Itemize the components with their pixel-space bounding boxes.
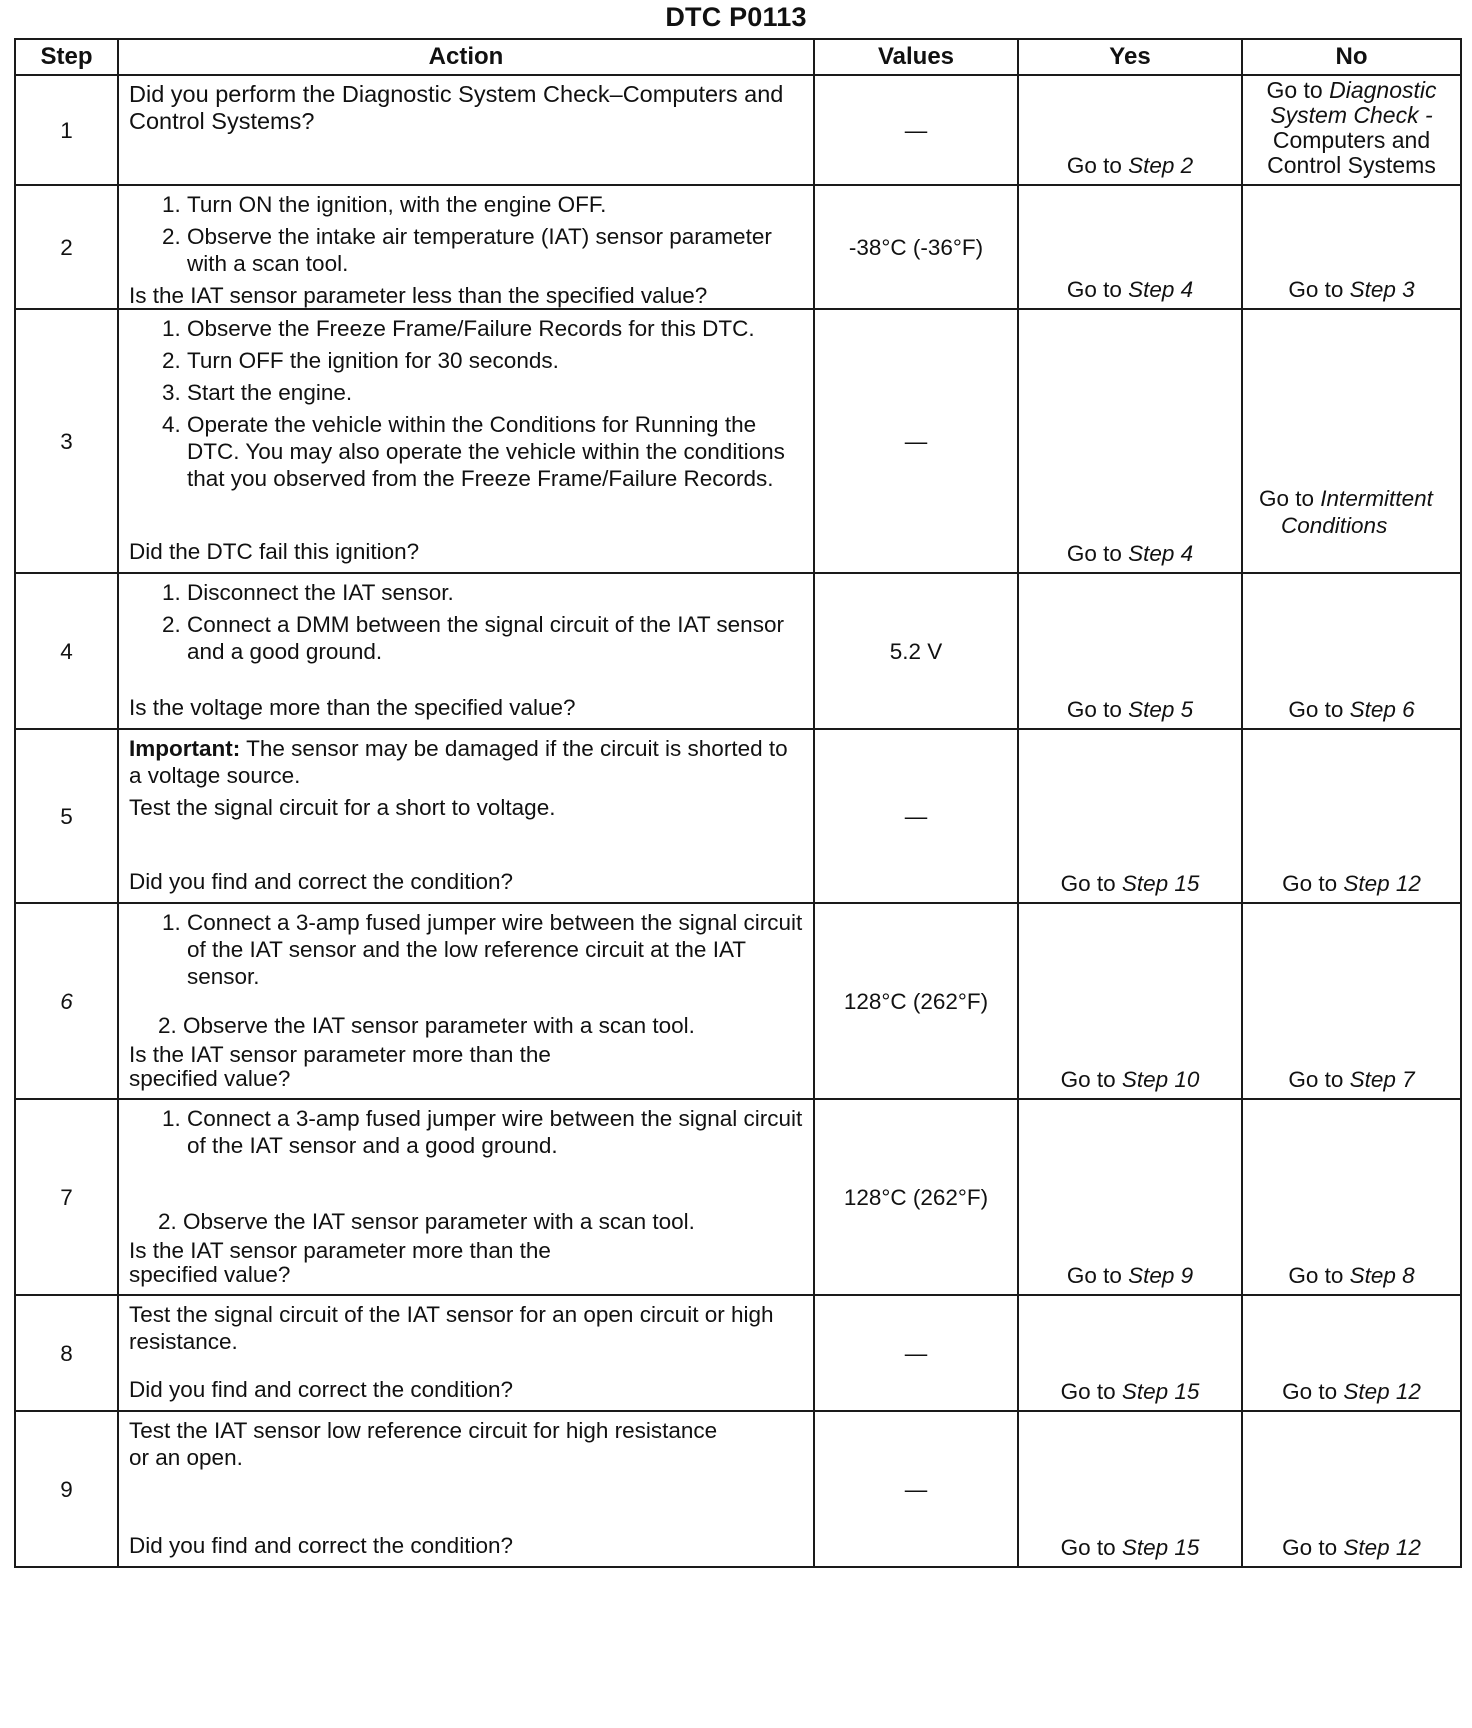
step-number: 8 [15, 1295, 118, 1411]
action-cell [118, 573, 814, 729]
yes-cell [1018, 75, 1242, 185]
substep: 1. Observe the Freeze Frame/Failure Records for this DTC. [187, 315, 803, 342]
go-to-label: Go to [1066, 153, 1129, 178]
no-link[interactable]: Step 12 [1343, 1379, 1421, 1404]
important-note [129, 735, 803, 789]
table-row [15, 1295, 1461, 1411]
no-link[interactable]: Diagnostic [1329, 77, 1437, 103]
no-link[interactable]: System Check - [1270, 102, 1433, 128]
action-text: Test the IAT sensor low reference circuit for high resistance or an open. [129, 1418, 718, 1470]
no-link[interactable]: Step 3 [1349, 277, 1415, 302]
go-to-label: Go to [1066, 697, 1129, 722]
header-values: Values [814, 39, 1018, 75]
no-link[interactable]: Step 12 [1343, 871, 1421, 896]
no-cell [1242, 1099, 1461, 1295]
yes-cell [1018, 1099, 1242, 1295]
important-label: Important: [129, 736, 241, 761]
go-to-label: Go to [1288, 697, 1350, 722]
action-cell [118, 1099, 814, 1295]
yes-link[interactable]: Step 15 [1121, 871, 1200, 896]
substep: 4. Operate the vehicle within the Conditions for Running the DTC. You may also operate the vehicle within the conditions that you observed from the Freeze Frame/Failure Records. [187, 411, 803, 492]
yes-cell [1018, 573, 1242, 729]
step-number: 7 [15, 1099, 118, 1295]
diagnostic-table [14, 38, 1462, 1568]
yes-link[interactable]: Step 5 [1128, 697, 1194, 722]
value-cell: — [814, 75, 1018, 185]
go-to-label: Go to [1060, 1067, 1122, 1092]
no-cell [1242, 1411, 1461, 1567]
substep: 2. Turn OFF the ignition for 30 seconds. [187, 347, 803, 374]
value-cell: 128°C (262°F) [814, 1099, 1018, 1295]
no-link[interactable]: Step 12 [1343, 1535, 1421, 1560]
substep-list [129, 909, 803, 995]
action-question: Did you perform the Diagnostic System Check–Computers and Control Systems? [129, 81, 784, 134]
substep: 1. Connect a 3-amp fused jumper wire between the signal circuit of the IAT sensor and a good ground. [187, 1105, 803, 1159]
step-number: 6 [15, 903, 118, 1099]
yes-cell [1018, 1411, 1242, 1567]
no-cell [1242, 903, 1461, 1099]
action-cell [118, 1411, 814, 1567]
no-cell [1242, 729, 1461, 903]
go-to-label: Go to [1060, 1535, 1122, 1560]
value-cell: — [814, 1295, 1018, 1411]
substep: 2. Observe the IAT sensor parameter with a scan tool. [183, 1208, 803, 1235]
go-to-label: Go to [1266, 77, 1330, 103]
go-to-label: Go to [1060, 871, 1122, 896]
go-to-label: Go to [1288, 1263, 1350, 1288]
table-row [15, 729, 1461, 903]
go-to-label: Go to [1066, 1263, 1129, 1288]
yes-cell [1018, 903, 1242, 1099]
action-question: Did you find and correct the condition? [129, 869, 513, 894]
step-number: 5 [15, 729, 118, 903]
table-row [15, 75, 1461, 185]
go-to-label: Go to [1282, 871, 1344, 896]
step-number: 4 [15, 573, 118, 729]
action-cell [118, 903, 814, 1099]
table-row [15, 185, 1461, 309]
substep-list [129, 191, 803, 282]
yes-link[interactable]: Step 15 [1121, 1535, 1200, 1560]
action-text: Test the signal circuit of the IAT sensor for an open circuit or high resistance. [129, 1302, 774, 1354]
step-number: 1 [15, 75, 118, 185]
substep-list [129, 1012, 803, 1043]
header-step: Step [15, 39, 118, 75]
yes-cell [1018, 1295, 1242, 1411]
value-cell: 5.2 V [814, 573, 1018, 729]
substep-list [129, 1208, 803, 1239]
page-title: DTC P0113 [665, 2, 807, 32]
header-yes: Yes [1018, 39, 1242, 75]
table-row [15, 1099, 1461, 1295]
action-question: Is the voltage more than the specified value? [129, 695, 576, 720]
yes-link[interactable]: Step 4 [1128, 541, 1194, 566]
yes-link[interactable]: Step 9 [1128, 1263, 1194, 1288]
yes-cell [1018, 185, 1242, 309]
go-to-label: Go to [1288, 1067, 1350, 1092]
go-to-label: Go to [1259, 486, 1321, 511]
yes-cell [1018, 729, 1242, 903]
no-cell [1242, 573, 1461, 729]
table-header-row [15, 39, 1461, 75]
substep: 2. Observe the intake air temperature (IAT) sensor parameter with a scan tool. [187, 223, 803, 277]
table-row [15, 309, 1461, 573]
yes-link[interactable]: Step 10 [1121, 1067, 1200, 1092]
action-question: Did the DTC fail this ignition? [129, 539, 420, 564]
action-cell [118, 1295, 814, 1411]
header-no: No [1242, 39, 1461, 75]
action-question: Is the IAT sensor parameter less than the specified value? [129, 283, 708, 308]
go-to-label: Go to [1066, 277, 1129, 302]
no-link[interactable]: Conditions [1281, 513, 1388, 538]
action-question: Did you find and correct the condition? [129, 1377, 513, 1402]
go-to-label: Go to [1282, 1535, 1344, 1560]
substep: 2. Observe the IAT sensor parameter with a scan tool. [183, 1012, 803, 1039]
go-to-label: Go to [1288, 277, 1350, 302]
no-link[interactable]: Intermittent [1320, 486, 1433, 511]
yes-link[interactable]: Step 2 [1128, 153, 1194, 178]
value-cell: — [814, 729, 1018, 903]
action-question: Did you find and correct the condition? [129, 1533, 513, 1558]
substep-list [129, 315, 803, 497]
action-question: Is the IAT sensor parameter more than the specified value? [129, 1238, 551, 1287]
go-to-label: Go to [1066, 541, 1129, 566]
no-cell [1242, 75, 1461, 185]
value-cell: — [814, 309, 1018, 573]
no-link[interactable]: Step 6 [1349, 697, 1415, 722]
go-to-label: Go to [1060, 1379, 1122, 1404]
value-cell: 128°C (262°F) [814, 903, 1018, 1099]
value-cell: -38°C (-36°F) [814, 185, 1018, 309]
substep-list [129, 579, 803, 670]
action-cell [118, 185, 814, 309]
go-to-label: Go to [1282, 1379, 1344, 1404]
no-text: Control Systems [1267, 152, 1436, 178]
action-text: Test the signal circuit for a short to voltage. [129, 795, 556, 820]
action-cell [118, 729, 814, 903]
no-link[interactable]: Step 8 [1349, 1263, 1415, 1288]
substep-list [129, 1105, 803, 1164]
substep: 1. Turn ON the ignition, with the engine OFF. [187, 191, 803, 218]
header-action: Action [118, 39, 814, 75]
table-row [15, 1411, 1461, 1567]
important-text: The sensor may be damaged if the circuit is shorted to a voltage source. [129, 736, 788, 788]
substep: 1. Connect a 3-amp fused jumper wire between the signal circuit of the IAT sensor and the low reference circuit at the IAT sensor. [187, 909, 803, 990]
yes-link[interactable]: Step 4 [1128, 277, 1194, 302]
no-cell [1242, 1295, 1461, 1411]
step-number: 3 [15, 309, 118, 573]
no-text: Computers and [1272, 127, 1431, 153]
yes-cell [1018, 309, 1242, 573]
action-question: Is the IAT sensor parameter more than the specified value? [129, 1042, 551, 1091]
no-cell [1242, 309, 1461, 573]
action-cell [118, 75, 814, 185]
step-number: 9 [15, 1411, 118, 1567]
step-number: 2 [15, 185, 118, 309]
substep: 1. Disconnect the IAT sensor. [187, 579, 803, 606]
yes-link[interactable]: Step 15 [1121, 1379, 1200, 1404]
no-link[interactable]: Step 7 [1349, 1067, 1415, 1092]
substep: 2. Connect a DMM between the signal circuit of the IAT sensor and a good ground. [187, 611, 803, 665]
action-cell [118, 309, 814, 573]
table-row [15, 903, 1461, 1099]
table-row [15, 573, 1461, 729]
substep: 3. Start the engine. [187, 379, 803, 406]
value-cell: — [814, 1411, 1018, 1567]
no-cell [1242, 185, 1461, 309]
